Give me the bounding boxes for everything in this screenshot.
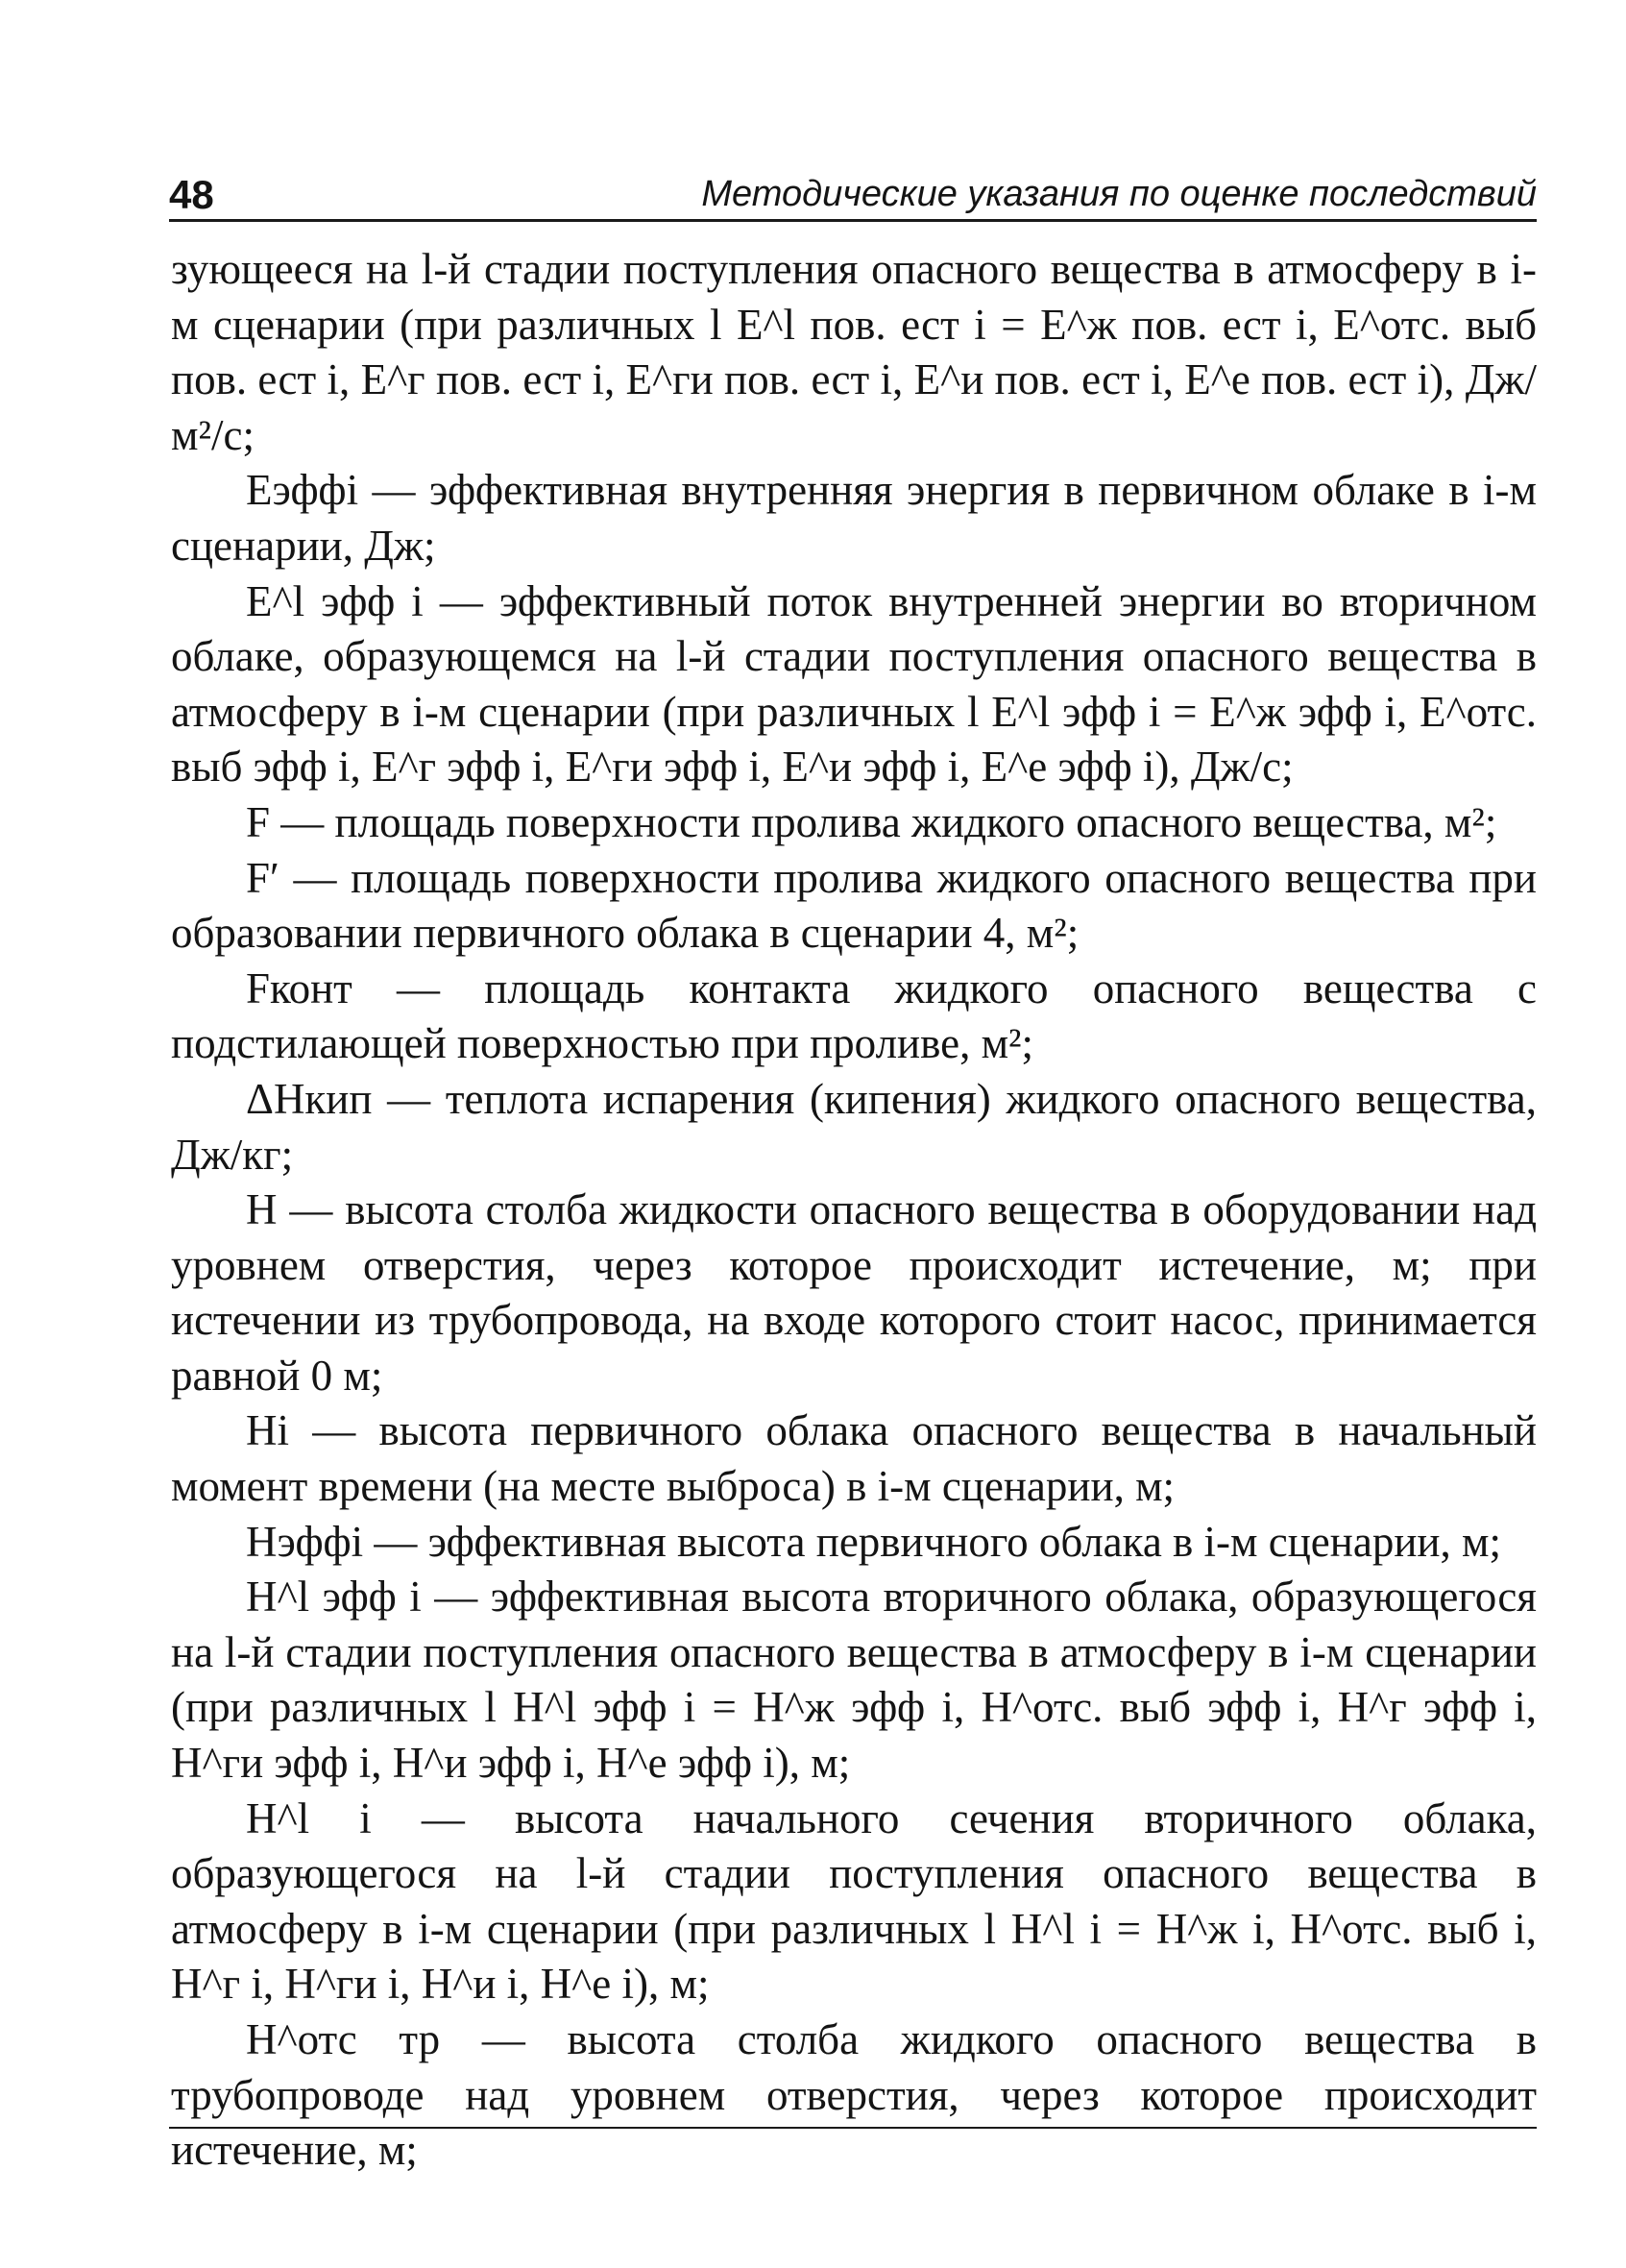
page-header: [169, 169, 1537, 222]
definition-paragraph: F′ — площадь поверхности пролива жидкого опасного вещества при образовании первичного облака в сценарии 4, м²;: [171, 853, 1537, 958]
definition-paragraph: F — площадь поверхности пролива жидкого опасного вещества, м²;: [246, 797, 1497, 846]
running-title: Методические указания по оценке последствий: [701, 174, 1537, 214]
definition-paragraph: Hi — высота первичного облака опасного вещества в начальный момент времени (на месте выброса) в i-м сценарии, м;: [171, 1406, 1537, 1511]
definition-paragraph: H — высота столба жидкости опасного вещества в оборудовании над уровнем отверстия, через которое происходит истечение, м; при истечении из трубопровода, на входе которого стоит насос, принимается равной 0 м;: [171, 1185, 1537, 1400]
definition-paragraph: H^l i — высота начального сечения вторичного облака, образующегося на l-й стадии поступления опасного вещества в атмосферу в i-м сценарии (при различных l H^l i = H^ж i, H^отс. выб i, H^г i, H^ги i, H^и i, H^е i), м;: [171, 1793, 1537, 2009]
body-text: [171, 242, 1537, 2179]
footer-rule: [169, 2127, 1537, 2129]
definition-paragraph: Fконт — площадь контакта жидкого опасного вещества с подстилающей поверхностью при проливе, м²;: [171, 963, 1537, 1068]
definition-paragraph: ΔHкип — теплота испарения (кипения) жидкого опасного вещества, Дж/кг;: [171, 1074, 1537, 1179]
definition-paragraph: H^отс тр — высота столба жидкого опасного вещества в трубопроводе над уровнем отверстия, через которое происходит истечение, м;: [171, 2015, 1537, 2175]
definition-paragraph: H^l эфф i — эффективная высота вторичного облака, образующегося на l-й стадии поступления опасного вещества в атмосферу в i-м сценарии (при различных l H^l эфф i = H^ж эфф i, H^отс. выб эфф i, H^г эфф i, H^ги эфф i, H^и эфф i, H^е эфф i), м;: [171, 1573, 1537, 1788]
page-number: 48: [169, 172, 214, 217]
definition-paragraph: Eэффi — эффективная внутренняя энергия в первичном облаке в i-м сценарии, Дж;: [171, 466, 1537, 570]
definition-paragraph: E^l эфф i — эффективный поток внутренней энергии во вторичном облаке, образующемся на l-й стадии поступления опасного вещества в атмосферу в i-м сценарии (при различных l E^l эфф i = E^ж эфф i, E^отс. выб эфф i, E^г эфф i, E^ги эфф i, E^и эфф i, E^е эфф i), Дж/с;: [171, 576, 1537, 792]
paragraph: зующееся на l-й стадии поступления опасного вещества в атмосферу в i-м сценарии (при различных l E^l пов. ест i = E^ж пов. ест i, E^отс. выб пов. ест i, E^г пов. ест i, E^ги пов. ест i, E^и пов. ест i, E^е пов. ест i), Дж/м²/с;: [171, 245, 1537, 459]
definition-paragraph: Hэффi — эффективная высота первичного облака в i-м сценарии, м;: [246, 1517, 1501, 1566]
